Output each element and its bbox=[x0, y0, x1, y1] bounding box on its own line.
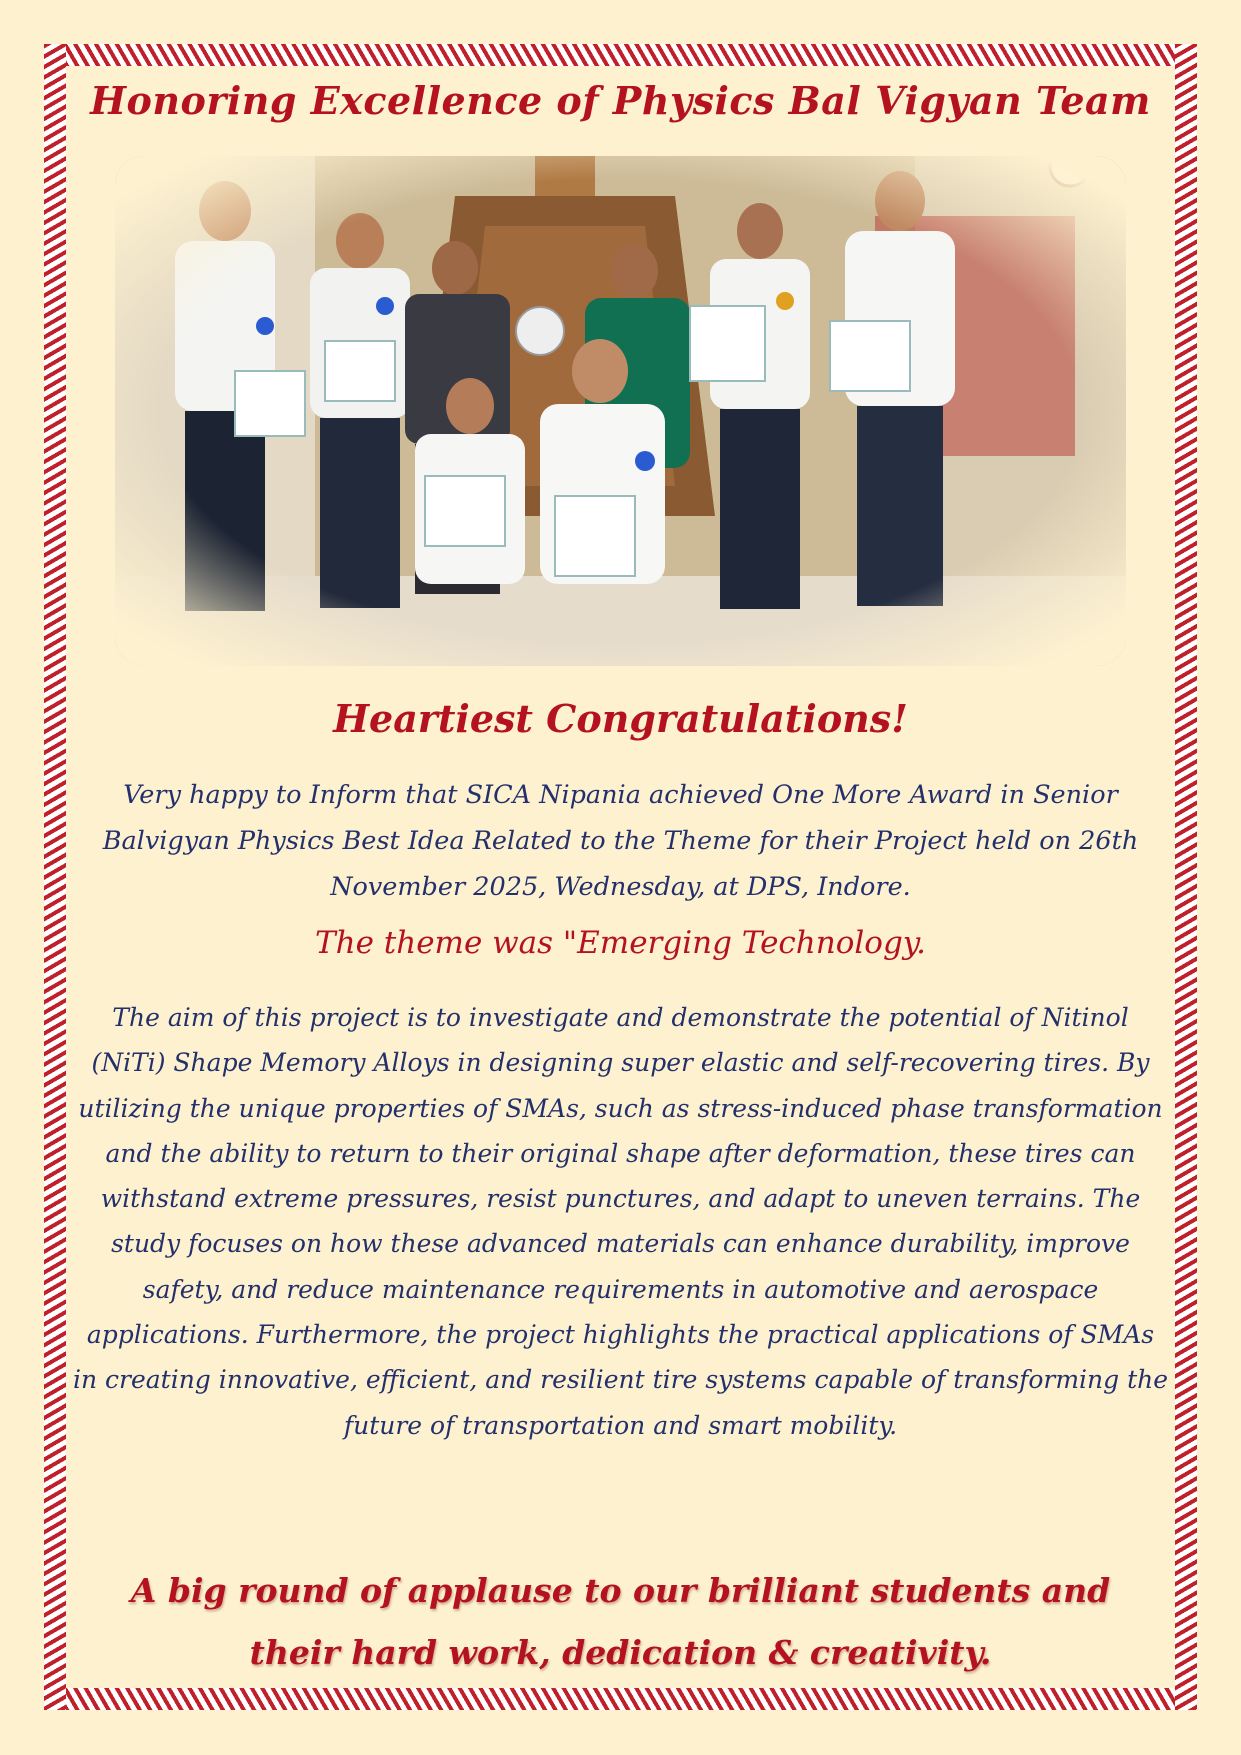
theme-line: The theme was "Emerging Technology. bbox=[314, 925, 927, 961]
group-photo bbox=[115, 156, 1126, 666]
poster-title: Honoring Excellence of Physics Bal Vigyan Team bbox=[90, 78, 1151, 123]
applause-message: A big round of applause to our brilliant students and their hard work, dedication & creativity. bbox=[130, 1571, 1111, 1672]
zigzag-border-bottom bbox=[44, 1688, 1197, 1710]
zigzag-border-top bbox=[44, 44, 1197, 66]
zigzag-border-right bbox=[1175, 44, 1197, 1710]
congratulations-heading: Heartiest Congratulations! bbox=[333, 696, 908, 741]
intro-paragraph: Very happy to Inform that SICA Nipania achieved One More Award in Senior Balvigyan Physics Best Idea Related to the Theme for their Project held on 26th November 2025, Wednesday, at DPS, Indore. bbox=[102, 780, 1139, 902]
project-aim-paragraph: The aim of this project is to investigate and demonstrate the potential of Nitinol (NiTi) Shape Memory Alloys in designing super elastic and self-recovering tires. By utilizing the unique properties of SMAs, such as stress-induced phase transformation and the ability to return to their original shape after deformation, these tires can withstand extreme pressures, resist punctures, and adapt to uneven terrains. The study focuses on how these advanced materials can enhance durability, improve safety, and reduce maintenance requirements in automotive and aerospace applications. Furthermore, the project highlights the practical applications of SMAs in creating innovative, efficient, and resilient tire systems capable of transforming the future of transportation and smart mobility. bbox=[72, 1003, 1169, 1440]
zigzag-border-left bbox=[44, 44, 66, 1710]
group-photo-icon bbox=[115, 156, 1126, 666]
